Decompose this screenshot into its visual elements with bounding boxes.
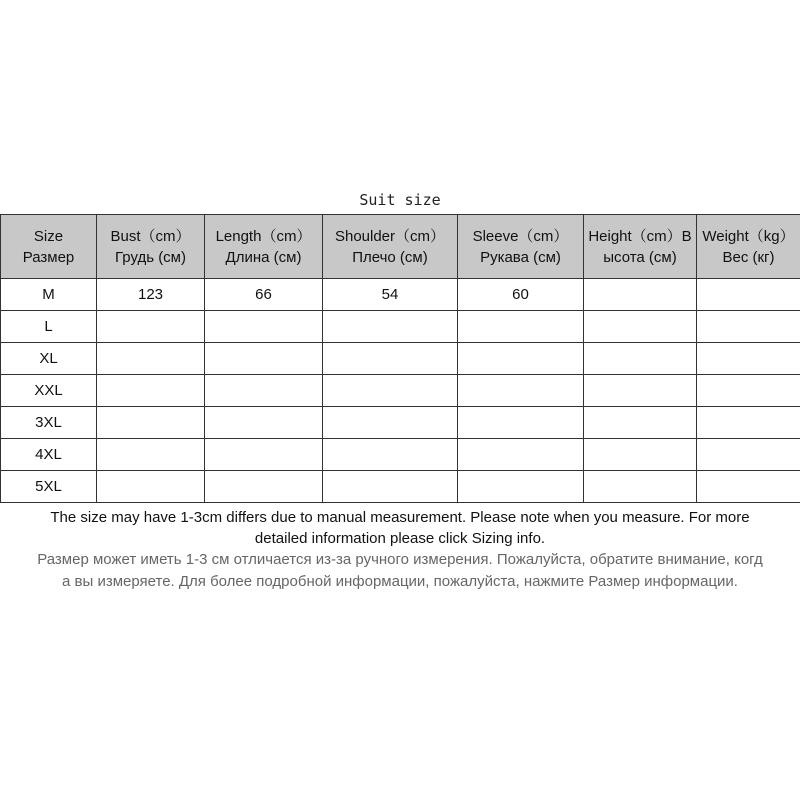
table-cell [323, 407, 458, 439]
note-russian-line-1: Размер может иметь 1-3 см отличается из-за ручного измерения. Пожалуйста, обратите внимание, когд [37, 551, 763, 568]
header-shoulder: Shoulder（cm） Плечо (см) [323, 215, 458, 279]
note-english [0, 507, 800, 549]
table-cell [458, 439, 584, 471]
table-cell [697, 471, 800, 503]
size-label-cell: XL [1, 343, 97, 375]
table-cell [584, 471, 697, 503]
note-english-line-2: detailed information please click Sizing info. [254, 530, 546, 547]
table-cell [97, 439, 205, 471]
table-cell [584, 407, 697, 439]
table-cell [697, 311, 800, 343]
note-english-line-1: The size may have 1-3cm differs due to manual measurement. Please note when you measure. For more [50, 509, 750, 526]
table-row [1, 471, 800, 503]
size-label-cell: 3XL [1, 407, 97, 439]
header-height: Height（cm）В ысота (см) [584, 215, 697, 279]
table-cell [97, 311, 205, 343]
header-bust: Bust（cm） Грудь (см) [97, 215, 205, 279]
table-cell [584, 375, 697, 407]
table-cell [584, 439, 697, 471]
table-cell [205, 407, 323, 439]
table-row [1, 343, 800, 375]
table-body [1, 279, 800, 503]
size-label-cell: L [1, 311, 97, 343]
table-cell [458, 311, 584, 343]
table-cell [584, 311, 697, 343]
table-cell [97, 375, 205, 407]
size-label-cell: M [1, 279, 97, 311]
size-chart-table [0, 214, 800, 503]
table-cell [458, 375, 584, 407]
table-cell [458, 343, 584, 375]
table-cell: 123 [97, 279, 205, 311]
header-weight: Weight（kg） Вес (кг) [697, 215, 800, 279]
table-cell [323, 471, 458, 503]
table-cell [584, 279, 697, 311]
table-cell [697, 279, 800, 311]
table-cell [323, 439, 458, 471]
table-cell [323, 375, 458, 407]
table-cell [458, 407, 584, 439]
table-row [1, 439, 800, 471]
table-cell [205, 471, 323, 503]
header-size: Size Размер [1, 215, 97, 279]
table-cell [205, 311, 323, 343]
table-cell [584, 343, 697, 375]
table-header-row [1, 215, 800, 279]
size-label-cell: 5XL [1, 471, 97, 503]
table-row [1, 311, 800, 343]
note-russian [0, 549, 800, 593]
table-cell [323, 343, 458, 375]
table-title: Suit size [359, 191, 441, 209]
table-cell: 54 [323, 279, 458, 311]
table-cell [205, 343, 323, 375]
size-label-cell: XXL [1, 375, 97, 407]
table-cell [97, 471, 205, 503]
table-cell [697, 439, 800, 471]
table-cell [323, 311, 458, 343]
table-cell [205, 375, 323, 407]
table-cell [697, 375, 800, 407]
table-row [1, 375, 800, 407]
note-russian-line-2: а вы измеряете. Для более подробной информации, пожалуйста, нажмите Размер информации. [62, 573, 738, 590]
table-row [1, 279, 800, 311]
table-cell [97, 343, 205, 375]
table-cell: 66 [205, 279, 323, 311]
table-cell [97, 407, 205, 439]
table-cell [697, 343, 800, 375]
table-cell [697, 407, 800, 439]
table-row [1, 407, 800, 439]
header-sleeve: Sleeve（cm） Рукава (см) [458, 215, 584, 279]
table-cell [205, 439, 323, 471]
size-label-cell: 4XL [1, 439, 97, 471]
header-length: Length（cm） Длина (см) [205, 215, 323, 279]
table-cell [458, 471, 584, 503]
table-cell: 60 [458, 279, 584, 311]
